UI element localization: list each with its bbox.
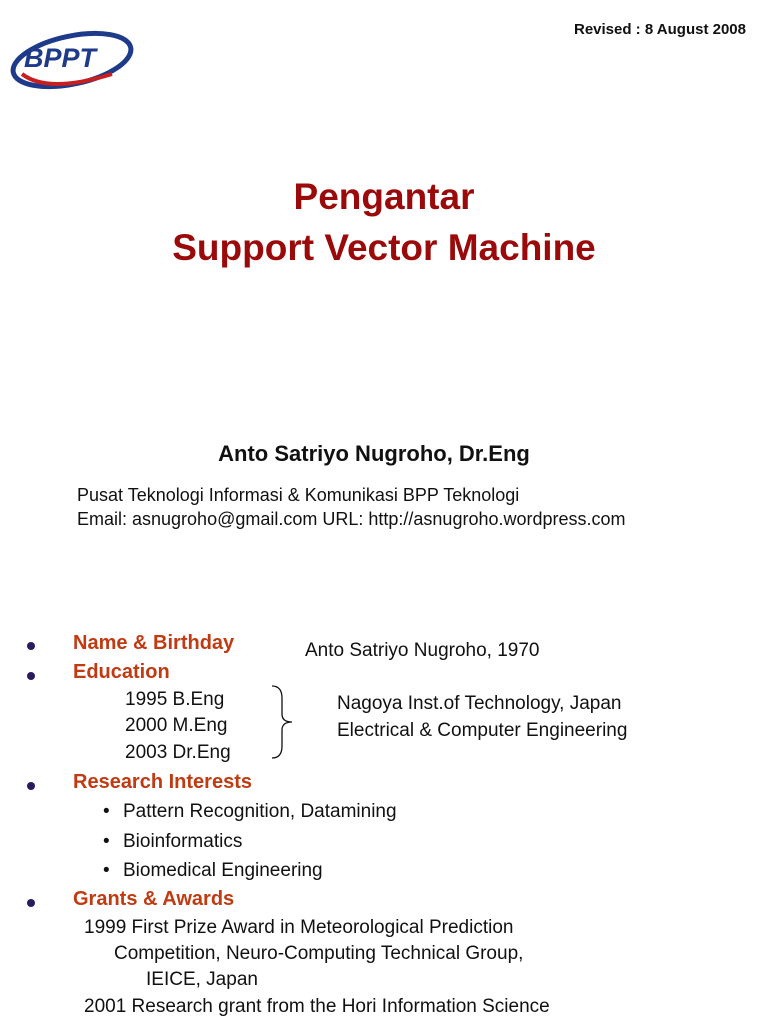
research-heading: Research Interests [73,771,252,793]
author-affiliation: Pusat Teknologi Informasi & Komunikasi BPP Teknologi [77,485,520,505]
education-institution: Nagoya Inst.of Technology, Japan [337,693,622,714]
education-heading: Education [73,661,170,683]
grants-line: Competition, Neuro-Computing Technical Group, [114,943,524,964]
bullet-icon [27,782,35,790]
bullet-icon [27,672,35,680]
research-item: Pattern Recognition, Datamining [123,801,397,822]
degree-item: 2003 Dr.Eng [125,742,231,763]
grants-line: IEICE, Japan [146,969,258,990]
grants-line: 1999 First Prize Award in Meteorological Prediction [84,917,514,938]
research-bullet-icon: • [103,831,110,852]
research-item: Biomedical Engineering [123,860,323,881]
name-birthday-heading: Name & Birthday [73,632,235,654]
degree-item: 1995 B.Eng [125,689,225,710]
author-name: Anto Satriyo Nugroho, Dr.Eng [218,441,530,466]
research-bullet-icon: • [103,860,110,881]
bullet-icon [27,899,35,907]
bullet-icon [27,642,35,650]
grants-heading: Grants & Awards [73,888,235,910]
title-line-1: Pengantar [293,176,475,217]
brace-icon [270,684,296,760]
grants-line: 2001 Research grant from the Hori Information Science [84,996,550,1017]
author-contact: Email: asnugroho@gmail.com URL: http://asnugroho.wordpress.com [77,509,626,529]
research-item: Bioinformatics [123,831,243,852]
title-line-2: Support Vector Machine [172,227,596,268]
education-department: Electrical & Computer Engineering [337,720,628,741]
name-birthday-value: Anto Satriyo Nugroho, 1970 [305,640,540,661]
logo-text: BPPT [24,43,97,73]
revised-date: Revised : 8 August 2008 [573,21,746,38]
bppt-logo [8,22,138,96]
degree-item: 2000 M.Eng [125,715,228,736]
bppt-logo-image [8,22,138,96]
research-bullet-icon: • [103,801,110,822]
